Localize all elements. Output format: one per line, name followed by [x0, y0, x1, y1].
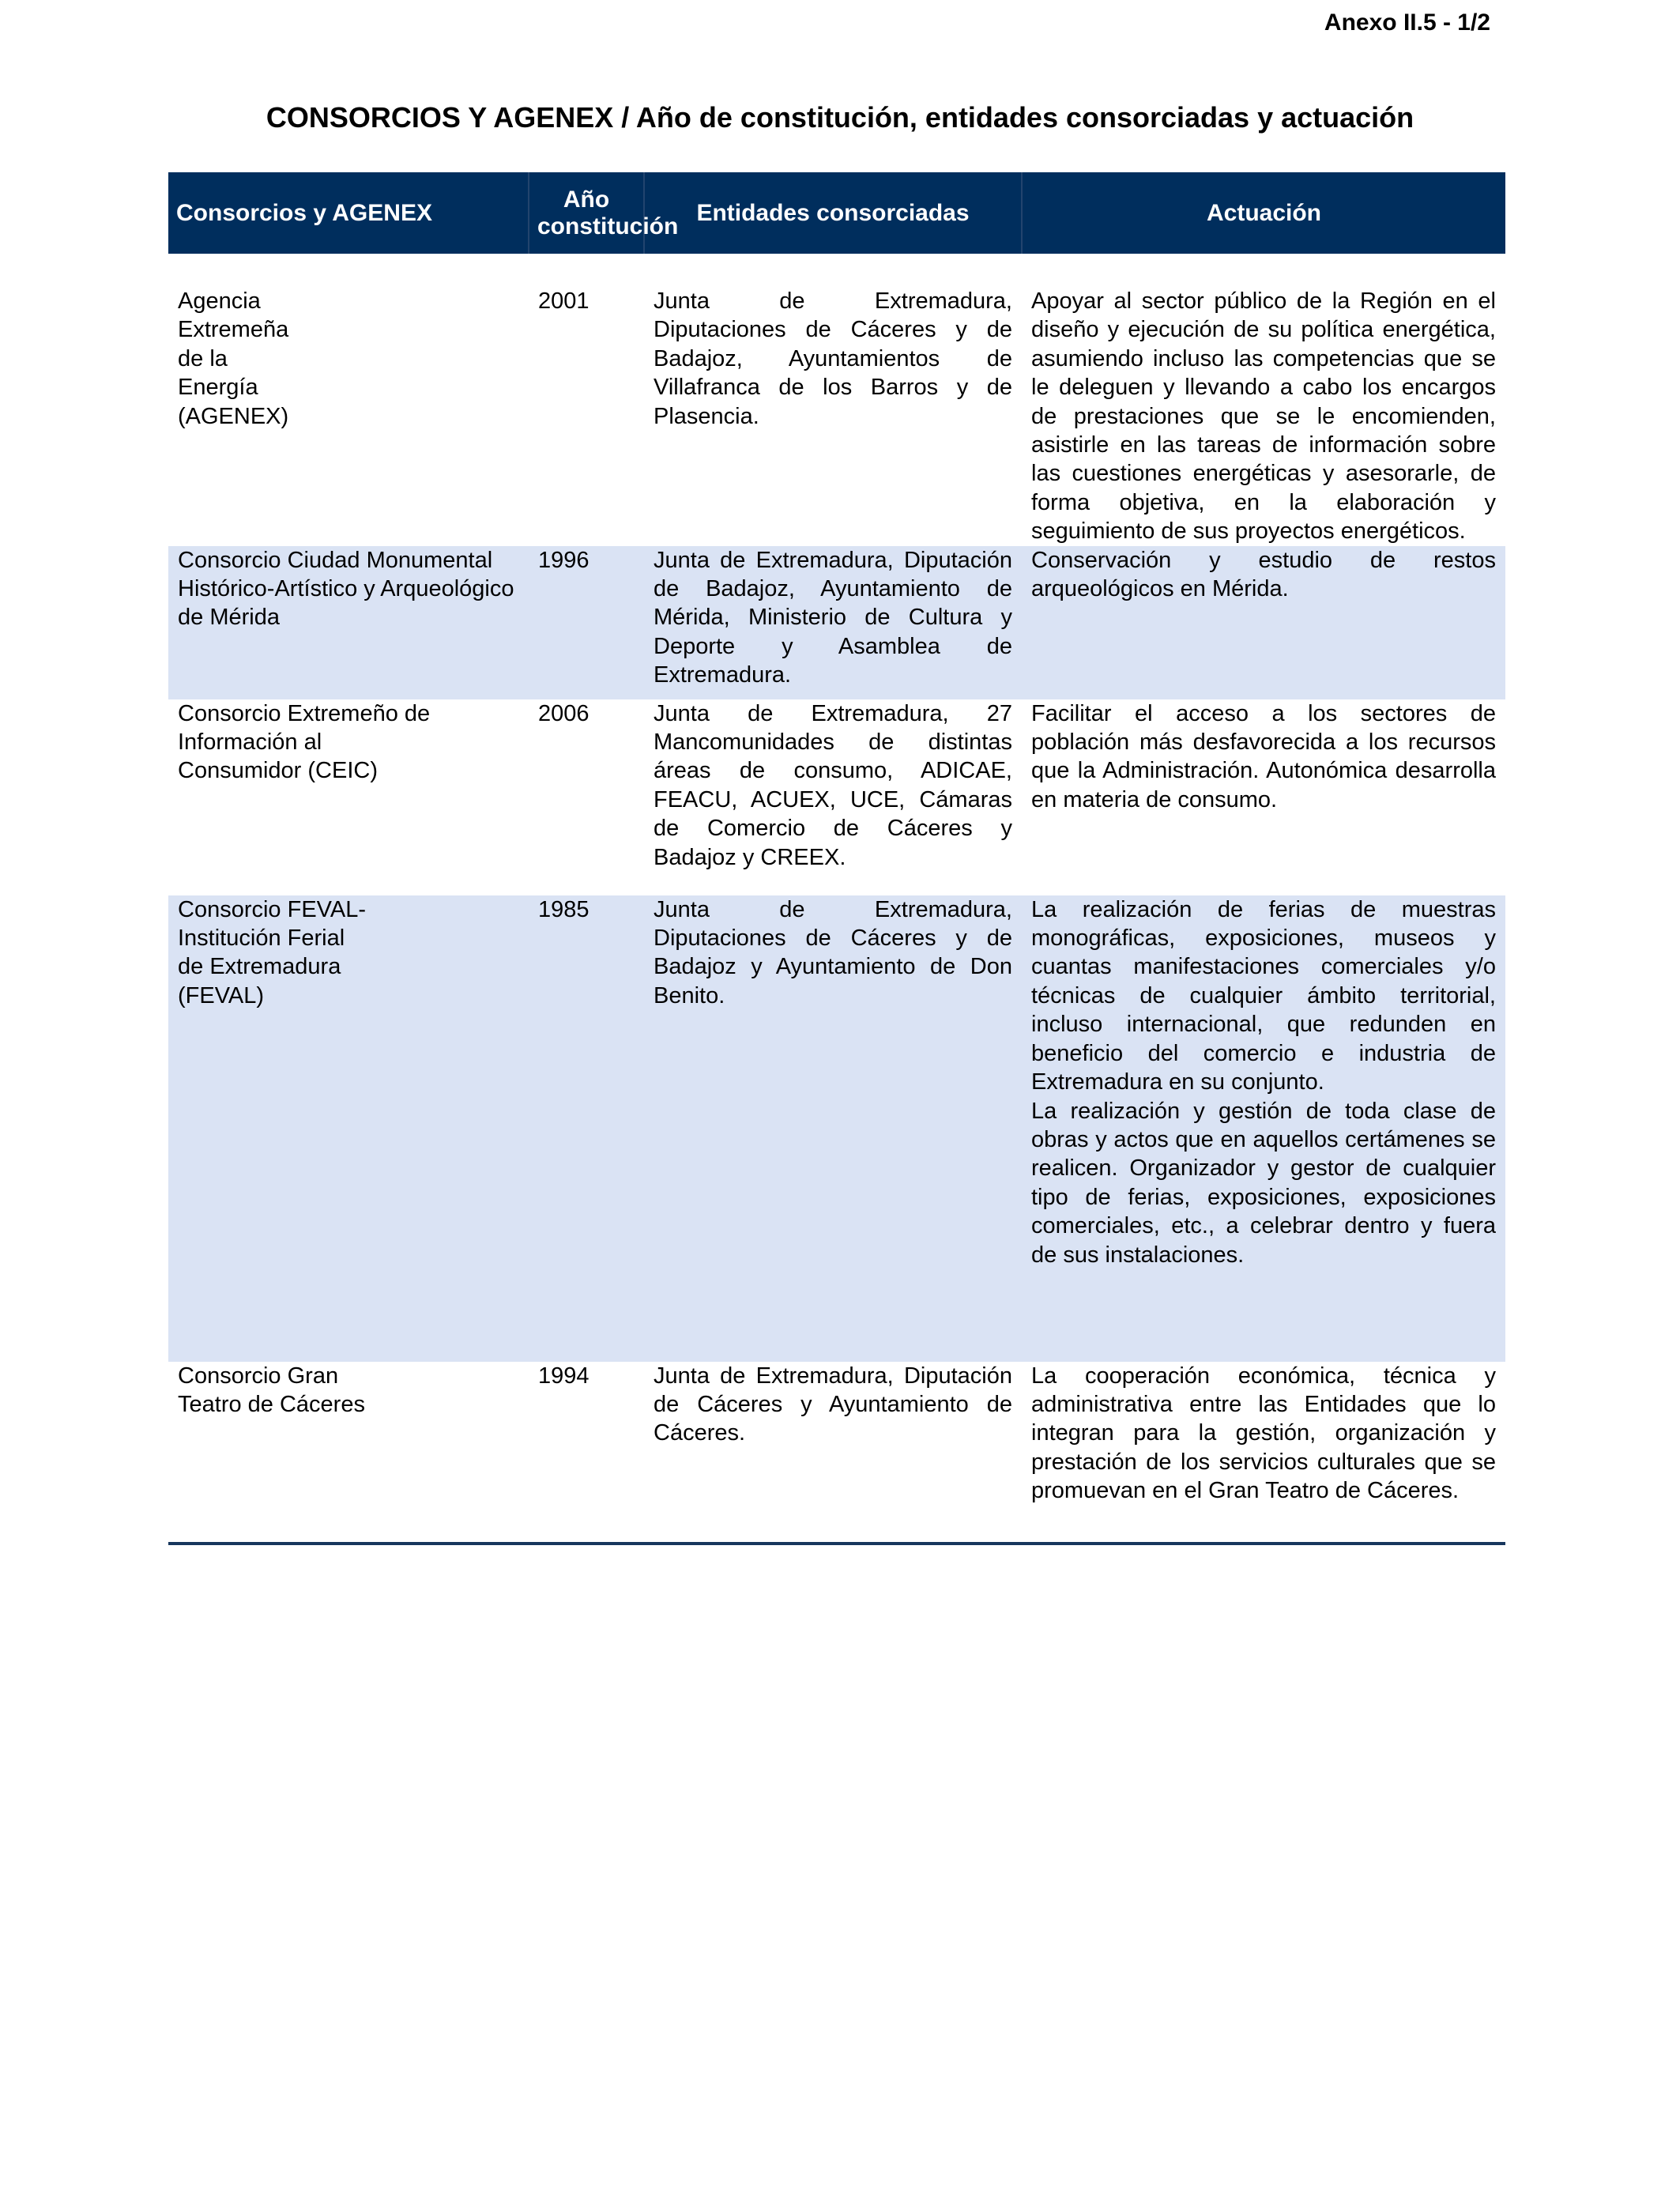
table-row: [168, 546, 1505, 699]
row-action-paragraph-1: La realización de ferias de muestras monográficas, exposiciones, museos y cuantas manifestaciones comerciales y/o técnicas de cualquier ámbito territorial, incluso internacional, que redunden en beneficio del comercio e industria de Extremadura en su conjunto.: [1031, 896, 1496, 1095]
row-name: Agencia Extremeña de la Energía (AGENEX): [178, 288, 289, 429]
row-year: 2006: [538, 700, 590, 726]
table-row: [168, 699, 1505, 895]
row-year: 1994: [538, 1363, 590, 1389]
row-entities: Junta de Extremadura, Diputaciones de Cáceres y de Badajoz y Ayuntamiento de Don Benito.: [644, 895, 1022, 1362]
header-anio: [529, 172, 679, 254]
row-action: Conservación y estudio de restos arqueológicos en Mérida.: [1022, 546, 1505, 699]
row-name: Consorcio Ciudad Monumental Histórico-Artístico y Arqueológico de Mérida: [168, 546, 529, 699]
header-anio-line2: constitución: [537, 213, 679, 239]
page-reference: Anexo II.5 - 1/2: [1324, 9, 1490, 36]
table-row: [168, 254, 1505, 546]
table-header-row: [168, 172, 1505, 254]
row-entities: Junta de Extremadura, Diputación de Cáceres y Ayuntamiento de Cáceres.: [654, 1363, 1012, 1446]
row-entities: Junta de Extremadura, 27 Mancomunidades de distintas áreas de consumo, ADICAE, FEACU, ACUEX, UCE, Cámaras de Comercio de Cáceres y Badajoz y CREEX.: [654, 700, 1012, 870]
header-actuacion: Actuación: [1022, 172, 1505, 254]
row-name: Consorcio Gran Teatro de Cáceres: [178, 1363, 365, 1418]
header-consorcio: Consorcios y AGENEX: [168, 172, 529, 254]
row-action: Facilitar el acceso a los sectores de población más desfavorecida a los recursos que la Administración. Autonómica desarrolla en materia de consumo.: [1031, 700, 1496, 812]
row-year: 1996: [529, 546, 644, 699]
table-row: [168, 895, 1505, 1362]
row-year: 1985: [529, 895, 644, 1362]
row-year: 2001: [538, 288, 590, 314]
consortia-table: [168, 172, 1505, 1545]
row-action: Apoyar al sector público de la Región en el diseño y ejecución de su política energética, asumiendo incluso las competencias que se le deleguen y llevando a cabo los encargos de prestaciones que se le encomienden, asistirle en las tareas de información sobre las cuestiones energéticas y asesorarle, de forma objetiva, en la elaboración y seguimiento de sus proyectos energéticos.: [1031, 288, 1496, 545]
header-anio-line1: Año: [563, 186, 610, 213]
row-action-paragraph-2: La realización y gestión de toda clase de obras y actos que en aquellos certámenes se realicen. Organizador y gestor de cualquier tipo de ferias, exposiciones, exposiciones comerciales, etc., a celebrar dentro y fuera de sus instalaciones.: [1031, 1098, 1496, 1268]
header-entidades: Entidades consorciadas: [644, 172, 1022, 254]
table-row: [168, 1362, 1505, 1544]
row-name: Consorcio Extremeño de Información al Consumidor (CEIC): [178, 700, 431, 784]
row-entities: Junta de Extremadura, Diputaciones de Cáceres y de Badajoz, Ayuntamientos de Villafranca de los Barros y de Plasencia.: [654, 288, 1012, 429]
row-action: [1022, 895, 1505, 1362]
document-title: CONSORCIOS Y AGENEX / Año de constitución, entidades consorciadas y actuación: [266, 101, 1414, 134]
row-action: La cooperación económica, técnica y administrativa entre las Entidades que lo integran para la gestión, organización y prestación de los servicios culturales que se promuevan en el Gran Teatro de Cáceres.: [1031, 1363, 1496, 1504]
row-entities: Junta de Extremadura, Diputación de Badajoz, Ayuntamiento de Mérida, Ministerio de Cultura y Deporte y Asamblea de Extremadura.: [644, 546, 1022, 699]
row-name: Consorcio FEVAL-Institución Ferial de Extremadura (FEVAL): [168, 895, 529, 1362]
